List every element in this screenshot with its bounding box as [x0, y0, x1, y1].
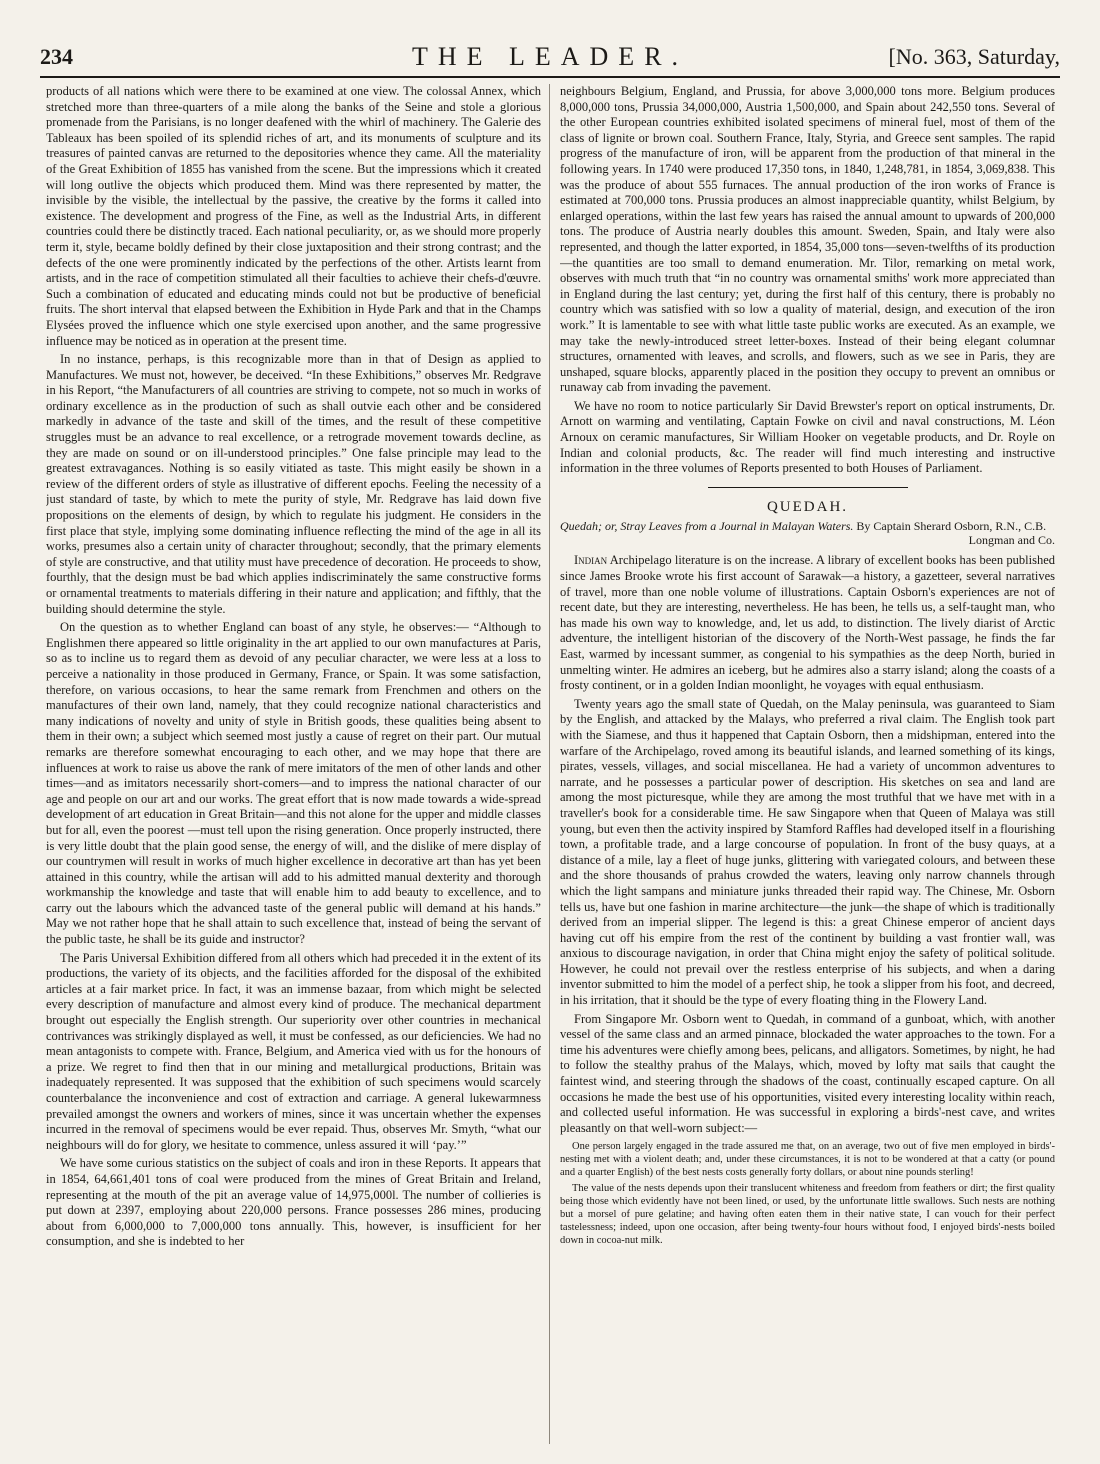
left-column	[46, 84, 541, 1444]
citation-title: Quedah; or, Stray Leaves from a Journal in Malayan Waters.	[560, 519, 854, 534]
right-paragraph-4: Twenty years ago the small state of Quedah, on the Malay peninsula, was guaranteed to Siam by the English, and attacked by the Malays, who preferred a rival claim. The English took part with the Siamese, and thus it happened that Captain Osborn, then a midshipman, entered into the warfare of the Archipelago, roved among its beautiful islands, and learned something of its kings, pirates, vessels, villages, and social miscellanea. He had a variety of uncommon adventures to narrate, and he possesses a particular power of description. His sketches on sea and land are among the most picturesque, while they are among the most truthful that we have met with in a traveller's book for a considerable time. He saw Singapore when that Queen of Malaya was still young, but even then the activity inspired by Stamford Raffles had developed itself in a flourishing town, a profitable trade, and a large concourse of population. In front of the busy quays, at a distance of a mile, lay a fleet of huge junks, glittering with variegated colours, and between these and the shore thousands of prahus crowded the waters, leaving only narrow channels through which the light sampans and miniature junks threaded their rapid way. The Chinese, Mr. Osborn tells us, have but one fashion in marine architecture—the junk—the shape of which is traditionally derived from an imperial slipper. The legend is this: a great Chinese emperor of ancient days having cut off his empire from the rest of the continent by building a vast frontier wall, was anxious to discourage navigation, in order that China might enjoy the safety of political solitude. However, he could not prevail over the restless enterprise of his subjects, and when a daring inventor submitted to him the model of a perfect ship, he took a slipper from his foot, and decreed, in his irritation, that it should be the type of every floating thing in the Flowery Land.	[560, 696, 1055, 1008]
right-column	[560, 84, 1055, 1444]
quote-paragraph-2: The value of the nests depends upon their translucent whiteness and freedom from feathers or dirt; the first quality being those which evidently have not been lined, or used, by the unfortunate little swallows. Such nests are nothing but a morsel of pure gelatine; and having often eaten them in their native state, I can vouch for their perfect tastelessness; indeed, upon one occasion, after being twenty-four hours without food, I enjoyed birds'-nests boiled down in cocoa-nut milk.	[560, 1183, 1055, 1247]
citation-author: By Captain Sherard Osborn, R.N., C.B.	[856, 519, 1047, 534]
block-quote	[560, 1140, 1055, 1247]
left-paragraph-2: In no instance, perhaps, is this recognizable more than in that of Design as applied to Manufactures. We must not, however, be deceived. “In these Exhibitions,” observes Mr. Redgrave in his Report, “the Manufacturers of all countries are striving to compete, not so much in works of ordinary excellence as in the production of such as shall outvie each other and be considered markedly in advance of the taste and skill of the times, and the result of these competitive struggles must be an advance to real excellence, or a retrograde movement towards decline, as they are made on sound or on ill-understood principles.” One false principle may lead to the greatest extravagances. Nothing is so easily vitiated as taste. This might easily be shown in a review of the different orders of style as illustrative of different epochs. Feeling the necessity of a just standard of taste, by which to mete the purity of style, Mr. Redgrave has laid down five propositions on the elements of design, by which to regulate his judgment. He considers in the first place that style, implying some dominating influence reflecting the mind of the age in all its works, presumes also a certain unity of character throughout; secondly, that the primary elements of style are constructive, and that utility must have precedence of decoration. He proceeds to show, fourthly, that the design must be bad which applies indiscriminately the same constructive forms or ornamental treatments to materials differing in their nature and application; and fifthly, that the building should determine the style.	[46, 352, 541, 616]
citation-publisher: Longman and Co.	[968, 533, 1055, 548]
page-number: 234	[40, 44, 73, 69]
quote-paragraph-1: One person largely engaged in the trade assured me that, on an average, two out of five men employed in birds'-nesting met with a violent death; and, under these circumstances, it is not to be wondered at that a catty (or pound and a quarter English) of the best nests costs generally forty dollars, or about nine pounds sterling!	[560, 1141, 1055, 1179]
issue-number: [No. 363, Saturday,	[888, 44, 1060, 69]
right-paragraph-1: neighbours Belgium, England, and Prussia, for above 3,000,000 tons more. Belgium produces 8,000,000 tons, Prussia 34,000,000, Austria 1,500,000, and Spain about 242,550 tons. Several of the other European countries exhibited isolated specimens of mineral fuel, most of them of the class of lignite or brown coal. Southern France, Italy, Styria, and Greece sent samples. The rapid progress of the manufacture of iron, will be apparent from the production of that mineral in the following years. In 1740 were produced 17,350 tons, in 1840, 1,248,781, in 1854, 3,069,838. This was the produce of about 555 furnaces. The annual production of the iron works of France is estimated at 700,000 tons. Prussia produces an almost inappreciable quantity, whilst Belgium, by enlarged operations, within the last few years has raised the annual amount to upwards of 200,000 tons. The produce of Austria nearly doubles this amount. Sweden, Spain, and Italy were also represented, and though the latter exported, in 1854, 35,000 tons—seven-twelfths of its production—the quantities are too small to demand enumeration. Mr. Tilor, remarking on metal work, observes with much truth that “in no country was ornamental smiths' work more appreciated than in England during the last century; yet, during the first half of this century, there is probably no country which was satisfied with so low a quality of material, design, and execution of the iron work.” It is lamentable to see with what little taste public works are executed. As an example, we may take the newly-introduced street letter-boxes. Instead of their being elegant columnar structures, ornamented with leaves, and scrolls, and flowers, such as we see in Paris, they are unshaped, square blocks, apparently placed in the position they occupy to prevent an omnibus or runaway cab from invading the pavement.	[560, 84, 1055, 395]
newspaper-title: THE LEADER.	[411, 42, 689, 71]
left-paragraph-1: products of all nations which were there to be examined at one view. The colossal Annex, which stretched more than three-quarters of a mile along the banks of the Seine and stole a glorious promenade from the Parisians, is no longer deafened with the whirl of machinery. The Galerie des Tableaux has been spoiled of its splendid riches of art, and its monuments of sculpture and its treasures of painted canvas are returned to the depositories whence they came. All the materiality of the Great Exhibition of 1855 has vanished from the scene. But the impressions which it created will long outlive the objects which produced them. Mind was there represented by matter, the invisible by the visible, the intellectual by the passive, the creative by the forms it called into existence. The development and progress of the Fine, as well as the Industrial Arts, in different countries could there be distinctly traced. Each national peculiarity, or, as we should more properly term it, style, became boldly defined by their close juxtaposition and their strong contrast; and the defects of the one were prominently indicated by the perfections of the other. Artists learnt from artists, and in the race of competition stimulated all their faculties to achieve their chefs-d'œuvre. Such a combination of educated and educating minds could not but be productive of beneficial fruits. The short interval that elapsed between the Exhibition in Hyde Park and that in the Champs Elysées proved the influence which one style exercised upon another, and the same progressive influence may be noticed as in operation at the present time.	[46, 84, 541, 348]
column-rule	[549, 84, 550, 1444]
masthead	[40, 36, 1060, 78]
right-paragraph-3-text: Archipelago literature is on the increase. A library of excellent books has been published since James Brooke wrote his first account of Sarawak—a history, a gazetteer, several narratives of travel, more than one noble volume of illustrations. Captain Osborn's experiences are not of recent date, but they are interesting, nevertheless. He has been, he tells us, a self-taught man, who has made his own way to knowledge, and, let us add, to distinction. The lively diarist of Arctic adventure, the intelligent historian of the discovery of the North-West passage, he finds the far East, warmed by incessant summer, as congenial to his sympathies as the deep North, buried in unmelting winter. He admires an iceberg, but he admires also a starry island; along the coasts of a frosty continent, or in a golden Indian moonlight, he voyages with equal enthusiasm.	[560, 553, 1055, 693]
review-title: QUEDAH.	[766, 498, 849, 515]
right-paragraph-2: We have no room to notice particularly Sir David Brewster's report on optical instruments, Dr. Arnott on warming and ventilating, Captain Fowke on civil and naval constructions, M. Léon Arnoux on ceramic manufactures, Sir William Hooker on vegetable products, and Dr. Royle on Indian and colonial products, &c. The reader will find much interesting and instructive information in the three volumes of Reports presented to both Houses of Parliament.	[560, 398, 1055, 476]
lead-word: Indian	[574, 553, 608, 568]
left-paragraph-3: On the question as to whether England can boast of any style, he observes:— “Although to Englishmen there appeared so little originality in the art applied to our own manufactures at Paris, so as to incline us to regard them as devoid of any peculiar character, we were less at a loss to perceive a nationality in those produced in Germany, France, or Spain. It was some satisfaction, therefore, on various occasions, to hear the same remark from Frenchmen and others on the manufactures of their own land, namely, that they could recognize national characteristics and many indications of novelty and unity of style in British goods, these qualities being absent to them in their own; a subject which seemed most justly a cause of regret on their part. Our mutual remarks are therefore somewhat encouraging to each other, and we may hope that there are influences at work to raise us above the rank of mere imitators of the men of other lands and other times—and as imitators necessarily short-comers—and to impress the national character of our age and people on our art and our works. The great effort that is now made towards a wide-spread development of art education in Great Britain—and this not alone for the upper and middle classes but for all, even the poorest —must tell upon the rising generation. Once properly instructed, there is very little doubt that the plain good sense, the energy of will, and the dislike of mere display of our countrymen will result in works of much higher excellence in decorative art than has yet been attained in this country, while the artisan will add to his admitted manual dexterity and thorough workmanship the knowledge and taste that will enable him to add beauty to excellence, and to carry out the labours which the advanced taste of the general public will demand at his hands.” May we not rather hope that he shall attain to such excellence that, instead of being the servant of the public taste, he shall be its guide and instructor?	[46, 620, 541, 947]
right-paragraph-3	[560, 553, 1055, 693]
section-divider	[708, 487, 908, 488]
right-paragraph-5: From Singapore Mr. Osborn went to Quedah, in command of a gunboat, which, with another vessel of the same class and an armed pinnace, blockaded the water approaches to the town. For a time his adventures were chiefly among bees, pelicans, and alligators. Sometimes, by night, he had to follow the stealthy prahus of the Malays, which, moved by lofty mat sails that caught the faintest wind, and steering through the shadows of the coast, continually escaped capture. On all occasions he made the best use of his opportunities, visited every interesting locality within reach, and collected useful information. He was successful in exploring a birds'-nest cave, and writes pleasantly on that well-worn subject:—	[560, 1011, 1055, 1135]
left-paragraph-5: We have some curious statistics on the subject of coals and iron in these Reports. It appears that in 1854, 64,661,401 tons of coal were produced from the mines of Great Britain and Ireland, representing at the mouth of the pit an average value of 14,975,000l. The number of collieries is put down at 2397, employing about 220,000 persons. France possesses 286 mines, producing about from 6,000,000 to 7,000,000 tons annually. This, however, is insufficient for her consumption, and she is indebted to her	[46, 1156, 541, 1249]
review-citation	[560, 519, 1055, 547]
left-paragraph-4: The Paris Universal Exhibition differed from all others which had preceded it in the extent of its productions, the variety of its objects, and the facilities afforded for the disposal of the exhibited articles at a fair market price. In fact, it was an immense bazaar, from which might be selected every description of manufacture and almost every kind of produce. The mechanical department brought out especially the English strength. Our superiority over other countries in mechanical contrivances was strikingly displayed as well, it must be confessed, as our deficiencies. We had no mean antagonists to compete with. France, Belgium, and America vied with us for the honours of a prize. We regret to find then that in our mining and metallurgical productions, Britain was inadequately represented. It was supposed that the exhibition of such specimens would scarcely counterbalance the inconvenience and cost of extraction and carriage. A general lukewarmness prevailed amongst the owners and workers of mines, since it was uncertain whether the expenses incurred in the removal of specimens would be ever repaid. Thus, observes Mr. Smyth, “what our neighbours will do for glory, we hesitate to commence, unless assured it will ‘pay.’”	[46, 950, 541, 1152]
